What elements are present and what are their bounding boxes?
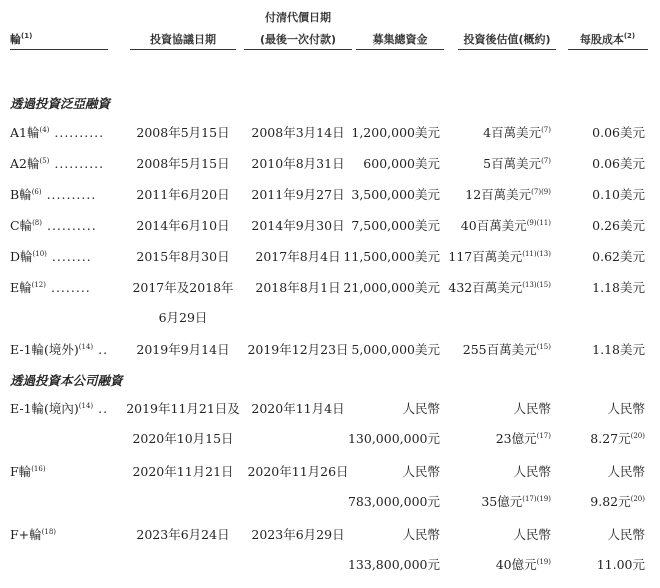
total-funds-text: 人民幣 xyxy=(402,527,440,542)
agreement-date: 2008年5月15日 xyxy=(136,156,230,171)
cost-per-share-text: 人民幣 xyxy=(607,464,645,479)
total-funds xyxy=(351,125,440,141)
row-label xyxy=(10,125,104,141)
post-money-valuation-text: 432百萬美元 xyxy=(448,280,523,295)
header-round-note: (1) xyxy=(21,32,33,40)
agreement-date: 2019年11月21日及 xyxy=(126,401,240,416)
payment-date: 2023年6月29日 xyxy=(251,527,345,542)
total-funds xyxy=(348,431,440,447)
cost-per-share-text: 1.18美元 xyxy=(592,280,645,295)
agreement-date: 2014年6月10日 xyxy=(136,218,230,233)
row-label-footnote: (8) xyxy=(32,219,42,227)
cost-per-share-text: 0.10美元 xyxy=(592,187,645,202)
header-rule xyxy=(10,49,108,50)
post-money-valuation-footnote: (7)(9) xyxy=(531,188,551,196)
post-money-valuation xyxy=(461,218,551,234)
post-money-valuation xyxy=(465,187,551,203)
header-round-label: 輪 xyxy=(10,33,21,46)
leader-dots: .. xyxy=(93,401,109,416)
total-funds-text: 130,000,000元 xyxy=(347,431,440,446)
cost-per-share xyxy=(607,464,645,480)
leader-dots: .......... xyxy=(49,125,105,140)
header-rule xyxy=(568,49,648,50)
total-funds xyxy=(348,494,440,510)
row-label-footnote: (5) xyxy=(39,157,50,165)
leader-dots: ........ xyxy=(46,280,91,295)
header-valuation: 投資後估值(概約) xyxy=(463,33,551,46)
agreement-date: 2023年6月24日 xyxy=(136,527,230,542)
section-title: 透過投資本公司融資 xyxy=(10,373,123,388)
total-funds-text: 5,000,000美元 xyxy=(351,342,440,357)
post-money-valuation-footnote: (7) xyxy=(541,157,551,165)
cost-per-share xyxy=(607,527,645,543)
row-label-footnote: (14) xyxy=(78,343,94,351)
cost-per-share xyxy=(592,249,645,265)
cost-per-share-text: 人民幣 xyxy=(607,527,645,542)
post-money-valuation xyxy=(496,557,551,573)
post-money-valuation xyxy=(513,464,551,480)
payment-date: 2020年11月4日 xyxy=(251,401,345,416)
leader-dots: .......... xyxy=(42,218,97,233)
post-money-valuation xyxy=(463,342,551,358)
post-money-valuation-footnote: (17)(19) xyxy=(522,495,551,503)
total-funds xyxy=(402,401,440,417)
cost-per-share-text: 0.06美元 xyxy=(592,125,645,140)
agreement-date: 2015年8月30日 xyxy=(136,249,230,264)
total-funds-text: 3,500,000美元 xyxy=(351,187,440,202)
row-label-text: E-1輪(境外) xyxy=(10,342,79,357)
row-label-text: E-1輪(境內) xyxy=(10,401,79,416)
leader-dots: ........ xyxy=(46,249,92,264)
post-money-valuation-footnote: (13)(15) xyxy=(522,281,551,289)
total-funds xyxy=(343,249,440,265)
post-money-valuation-text: 5百萬美元 xyxy=(483,156,542,171)
post-money-valuation-footnote: (7) xyxy=(541,126,551,134)
agreement-date: 2008年5月15日 xyxy=(136,125,230,140)
total-funds-text: 600,000美元 xyxy=(363,156,440,171)
row-label-footnote: (4) xyxy=(39,126,50,134)
row-label-footnote: (16) xyxy=(31,465,46,473)
total-funds xyxy=(363,156,440,172)
payment-date: 2010年8月31日 xyxy=(251,156,345,171)
post-money-valuation-text: 人民幣 xyxy=(513,464,551,479)
post-money-valuation-text: 23億元 xyxy=(495,431,537,446)
leader-dots: .......... xyxy=(41,187,97,202)
total-funds xyxy=(348,557,440,573)
row-label xyxy=(10,342,108,358)
cost-per-share-footnote: (20) xyxy=(630,495,645,503)
cost-per-share xyxy=(592,218,645,234)
row-label-text: A1輪 xyxy=(10,125,40,140)
header-cost-note: (2) xyxy=(623,32,636,40)
cost-per-share xyxy=(597,557,645,573)
post-money-valuation-text: 人民幣 xyxy=(513,527,551,542)
payment-date: 2014年9月30日 xyxy=(251,218,345,233)
header-rule xyxy=(458,49,556,50)
total-funds-text: 1,200,000美元 xyxy=(351,125,440,140)
leader-dots: .. xyxy=(93,342,109,357)
post-money-valuation-footnote: (17) xyxy=(536,432,551,440)
leader-dots: .......... xyxy=(49,156,105,171)
agreement-date: 2017年及2018年 xyxy=(132,280,234,295)
cost-per-share-footnote: (20) xyxy=(630,432,645,440)
payment-date: 2020年11月26日 xyxy=(247,464,349,479)
cost-per-share-text: 8.27元 xyxy=(590,431,631,446)
header-payment-date: 付清代價日期 xyxy=(265,11,331,24)
post-money-valuation-text: 35億元 xyxy=(481,494,523,509)
header-cost-label: 每股成本 xyxy=(579,33,624,46)
cost-per-share xyxy=(592,342,645,358)
row-label xyxy=(10,527,56,543)
row-label-footnote: (12) xyxy=(31,281,46,289)
row-label-text: F+輪 xyxy=(10,527,42,542)
row-label xyxy=(10,187,96,203)
header-agreement-date: 投資協議日期 xyxy=(150,33,216,46)
cost-per-share-text: 9.82元 xyxy=(590,494,631,509)
row-label-text: C輪 xyxy=(10,218,33,233)
post-money-valuation xyxy=(448,280,551,296)
total-funds xyxy=(402,527,440,543)
agreement-date: 2020年10月15日 xyxy=(132,431,234,446)
cost-per-share xyxy=(592,280,645,296)
row-label xyxy=(10,156,104,172)
post-money-valuation xyxy=(496,431,551,447)
total-funds-text: 11,500,000美元 xyxy=(343,249,440,264)
post-money-valuation xyxy=(481,494,551,510)
post-money-valuation-footnote: (19) xyxy=(536,558,551,566)
header-payment-note: (最後一次付款) xyxy=(259,33,337,46)
post-money-valuation-footnote: (11)(13) xyxy=(522,250,551,258)
row-label xyxy=(10,249,92,265)
cost-per-share xyxy=(592,156,645,172)
total-funds-text: 133,800,000元 xyxy=(347,557,440,572)
row-label-footnote: (6) xyxy=(31,188,42,196)
cost-per-share-text: 0.06美元 xyxy=(592,156,645,171)
row-label-footnote: (18) xyxy=(41,528,57,536)
cost-per-share-text: 11.00元 xyxy=(596,557,645,572)
total-funds-text: 人民幣 xyxy=(402,464,440,479)
total-funds xyxy=(351,187,440,203)
row-label xyxy=(10,218,97,234)
post-money-valuation xyxy=(448,249,551,265)
payment-date: 2008年3月14日 xyxy=(251,125,345,140)
cost-per-share xyxy=(590,494,645,510)
post-money-valuation-text: 117百萬美元 xyxy=(448,249,523,264)
cost-per-share-text: 0.26美元 xyxy=(592,218,645,233)
header-total-funds: 募集總資金 xyxy=(372,33,428,46)
post-money-valuation-footnote: (9)(11) xyxy=(526,219,551,227)
row-label-footnote: (14) xyxy=(78,402,94,410)
row-label-text: D輪 xyxy=(10,249,33,264)
cost-per-share-text: 人民幣 xyxy=(607,401,645,416)
payment-date: 2011年9月27日 xyxy=(251,187,345,202)
post-money-valuation-text: 12百萬美元 xyxy=(465,187,532,202)
cost-per-share-text: 1.18美元 xyxy=(592,342,645,357)
post-money-valuation xyxy=(483,156,551,172)
total-funds-text: 人民幣 xyxy=(402,401,440,416)
cost-per-share-text: 0.62美元 xyxy=(592,249,645,264)
post-money-valuation-text: 4百萬美元 xyxy=(483,125,542,140)
post-money-valuation-text: 255百萬美元 xyxy=(462,342,537,357)
agreement-date: 2019年9月14日 xyxy=(136,342,230,357)
total-funds xyxy=(402,464,440,480)
header-rule xyxy=(356,49,444,50)
total-funds xyxy=(343,280,440,296)
post-money-valuation xyxy=(513,401,551,417)
header-round xyxy=(10,32,32,48)
post-money-valuation xyxy=(483,125,551,141)
row-label-text: B輪 xyxy=(10,187,32,202)
post-money-valuation-text: 人民幣 xyxy=(513,401,551,416)
agreement-date: 2011年6月20日 xyxy=(136,187,230,202)
cost-per-share xyxy=(590,431,645,447)
row-label-text: E輪 xyxy=(10,280,32,295)
cost-per-share xyxy=(607,401,645,417)
row-label xyxy=(10,464,46,480)
agreement-date: 6月29日 xyxy=(158,310,208,325)
payment-date: 2017年8月4日 xyxy=(255,249,341,264)
row-label xyxy=(10,401,108,417)
total-funds-text: 783,000,000元 xyxy=(347,494,440,509)
header-rule xyxy=(244,49,352,50)
total-funds xyxy=(351,342,440,358)
cost-per-share xyxy=(592,187,645,203)
row-label-text: A2輪 xyxy=(10,156,40,171)
payment-date: 2019年12月23日 xyxy=(247,342,349,357)
total-funds xyxy=(351,218,440,234)
total-funds-text: 21,000,000美元 xyxy=(343,280,440,295)
post-money-valuation-footnote: (15) xyxy=(536,343,551,351)
post-money-valuation-text: 40億元 xyxy=(495,557,537,572)
row-label xyxy=(10,280,91,296)
total-funds-text: 7,500,000美元 xyxy=(351,218,440,233)
payment-date: 2018年8月1日 xyxy=(255,280,341,295)
header-cost-per-share xyxy=(560,32,655,48)
row-label-footnote: (10) xyxy=(32,250,47,258)
agreement-date: 2020年11月21日 xyxy=(132,464,234,479)
cost-per-share xyxy=(592,125,645,141)
post-money-valuation-text: 40百萬美元 xyxy=(460,218,527,233)
post-money-valuation xyxy=(513,527,551,543)
row-label-text: F輪 xyxy=(10,464,32,479)
section-title: 透過投資泛亞融資 xyxy=(10,96,111,111)
header-rule xyxy=(130,49,236,50)
